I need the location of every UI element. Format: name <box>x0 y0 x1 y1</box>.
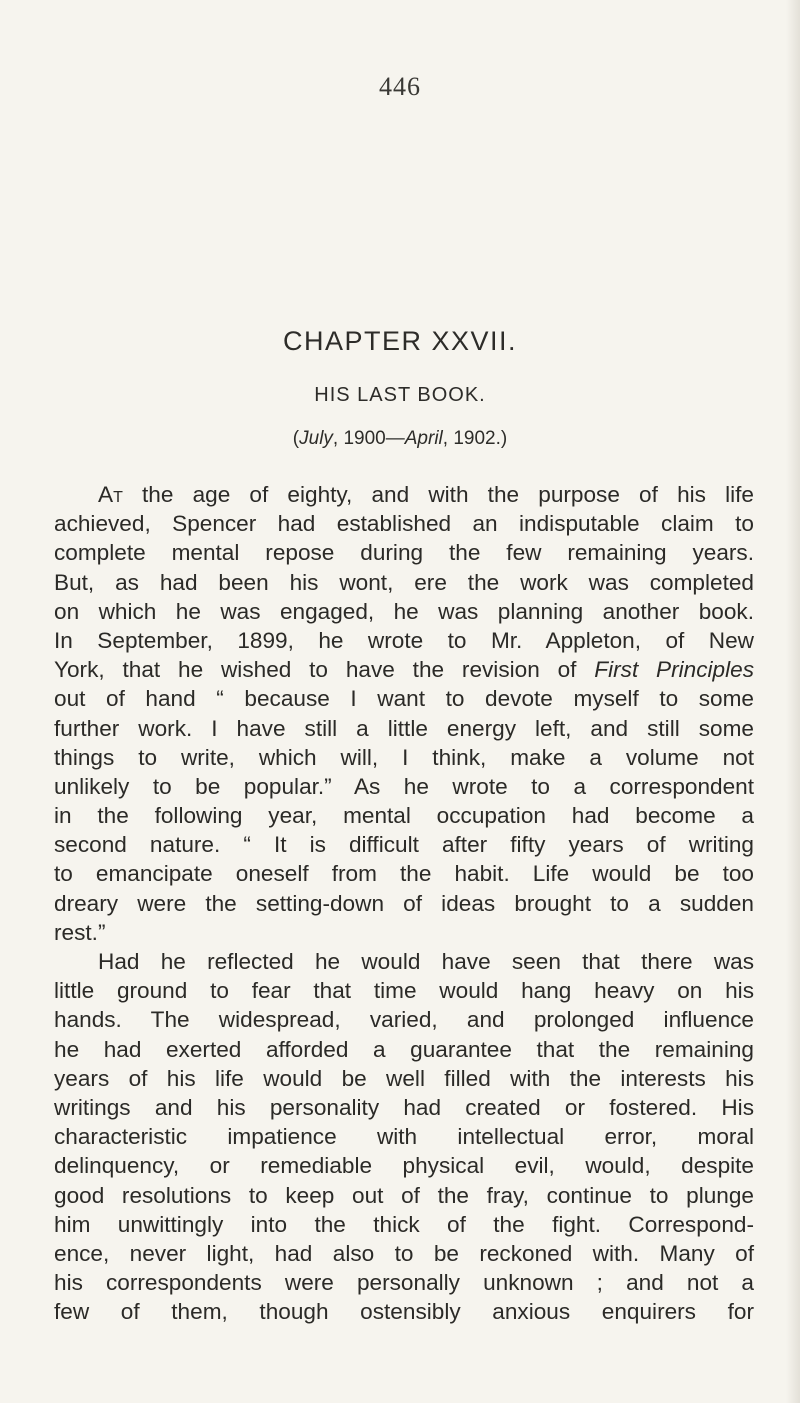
text-line <box>54 1268 754 1297</box>
dates-open: ( <box>292 428 300 449</box>
text-line <box>54 889 754 918</box>
text-fragment: out of hand “ because I want to devote myself to some <box>54 686 754 712</box>
dates-to-month: April <box>404 428 443 449</box>
text-fragment: characteristic impatience with intellectual error, moral <box>54 1124 754 1150</box>
text-line <box>54 568 754 597</box>
text-fragment: he had exerted afforded a guarantee that the remaining <box>54 1036 754 1062</box>
text-line <box>54 1210 754 1239</box>
text-line <box>54 684 754 713</box>
italic-title: First Principles <box>594 657 754 683</box>
text-line <box>54 1035 754 1064</box>
dates-to-rest: , 1902.) <box>442 428 508 449</box>
body-text <box>54 480 754 1326</box>
chapter-title: CHAPTER XXVII. <box>282 326 518 356</box>
text-line <box>54 947 754 976</box>
text-fragment: second nature. “ It is difficult after fifty years of writing <box>54 832 754 858</box>
text-line <box>54 743 754 772</box>
text-line <box>54 626 754 655</box>
text-fragment: in the following year, mental occupation had become a <box>54 803 754 829</box>
text-fragment: Had he reflected he would have seen that there was <box>98 949 754 974</box>
text-fragment: things to write, which will, I think, make a volume not <box>54 744 754 770</box>
text-fragment: to emancipate oneself from the habit. Life would be too <box>54 861 754 887</box>
text-fragment: years of his life would be well filled with the interests his <box>54 1065 754 1091</box>
text-line <box>54 1005 754 1034</box>
text-fragment: the age of eighty, and with the purpose of his life <box>122 482 754 507</box>
text-line <box>54 801 754 830</box>
text-fragment: further work. I have still a little energy left, and still some <box>54 715 754 741</box>
text-line <box>54 1151 754 1180</box>
page-number: 446 <box>379 72 421 101</box>
text-fragment: dreary were the setting-down of ideas brought to a sudden <box>54 890 754 916</box>
small-caps-opening: At <box>98 482 123 507</box>
text-line <box>54 480 754 509</box>
text-line <box>54 509 754 538</box>
text-fragment: York, that he wished to have the revision of <box>54 657 595 683</box>
text-fragment: unlikely to be popular.” As he wrote to a correspondent <box>54 773 754 799</box>
chapter-dates <box>0 428 800 450</box>
dates-from-month: July <box>299 428 333 449</box>
text-fragment: little ground to fear that time would hang heavy on his <box>54 978 754 1004</box>
text-fragment: good resolutions to keep out of the fray, continue to plunge <box>54 1182 754 1208</box>
text-fragment: writings and his personality had created or fostered. His <box>54 1094 754 1120</box>
text-line <box>54 1064 754 1093</box>
text-line <box>54 1297 754 1326</box>
text-fragment: his correspondents were personally unknown ; and not a <box>54 1270 754 1296</box>
text-fragment: achieved, Spencer had established an indisputable claim to <box>54 511 754 537</box>
text-fragment: complete mental repose during the few remaining years. <box>54 540 754 566</box>
page-edge-shadow <box>786 0 800 1403</box>
text-line <box>54 976 754 1005</box>
text-line <box>54 830 754 859</box>
text-fragment: ence, never light, had also to be reckoned with. Many of <box>54 1240 754 1266</box>
text-line <box>54 1093 754 1122</box>
text-fragment: rest.” <box>54 919 106 945</box>
text-line <box>54 918 754 947</box>
text-line <box>54 538 754 567</box>
text-fragment: him unwittingly into the thick of the fight. Correspond- <box>54 1211 754 1237</box>
text-line <box>54 655 754 684</box>
text-line <box>54 597 754 626</box>
dates-from-rest: , 1900— <box>332 428 405 449</box>
text-line <box>54 1181 754 1210</box>
text-line <box>54 859 754 888</box>
text-line <box>54 714 754 743</box>
text-fragment: on which he was engaged, he was planning another book. <box>54 598 754 624</box>
text-line <box>54 1122 754 1151</box>
text-fragment: But, as had been his wont, ere the work was completed <box>54 569 754 595</box>
text-fragment: delinquency, or remediable physical evil, would, despite <box>54 1153 754 1179</box>
text-fragment: In September, 1899, he wrote to Mr. Appleton, of New <box>54 627 754 653</box>
text-line <box>54 772 754 801</box>
text-fragment: few of them, though ostensibly anxious enquirers for <box>54 1299 754 1325</box>
text-fragment: hands. The widespread, varied, and prolonged influence <box>54 1007 754 1033</box>
text-line <box>54 1239 754 1268</box>
section-title: HIS LAST BOOK. <box>314 384 486 406</box>
